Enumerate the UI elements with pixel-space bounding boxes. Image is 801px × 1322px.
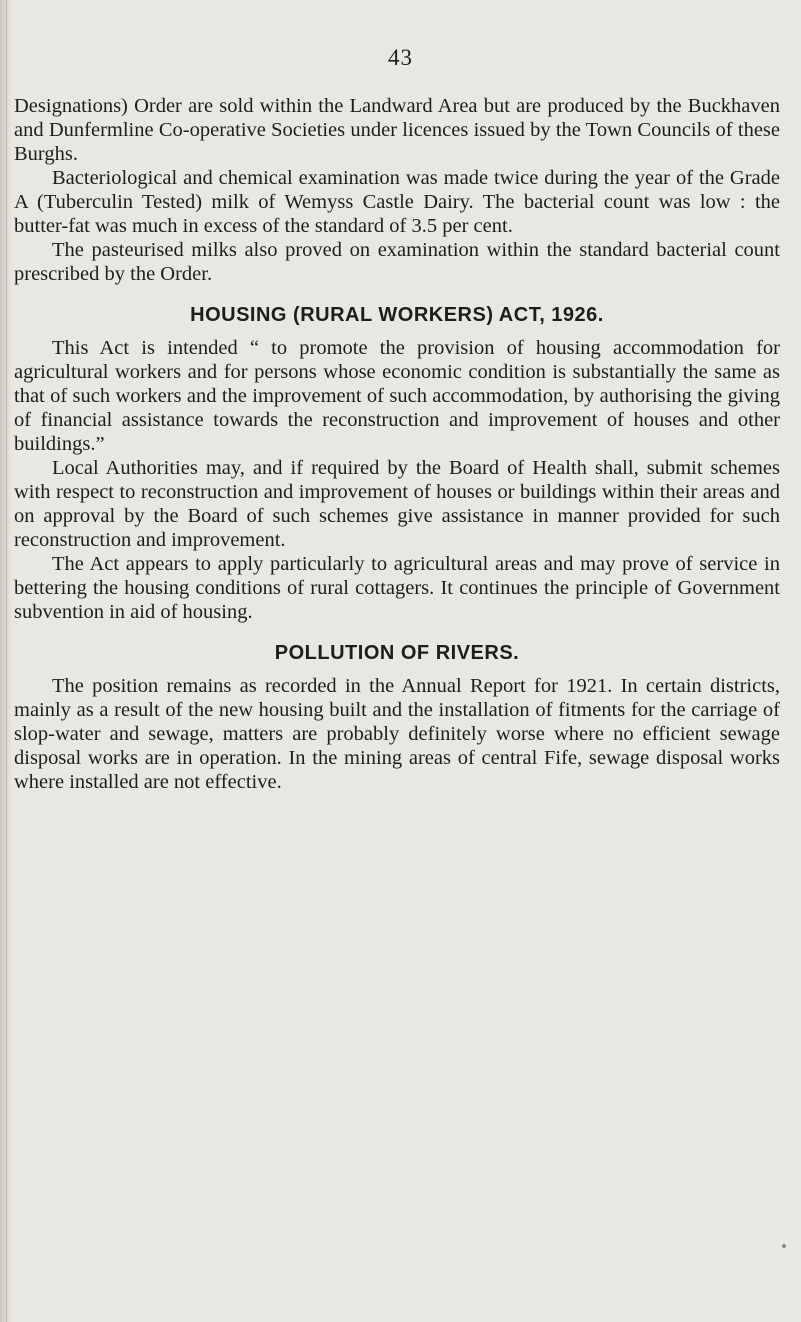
paragraph-act-intent: This Act is intended “ to promote the provision of housing accommodation for agricultural workers and for persons whose economic condition is substantially the same as that of such workers and the improvement of such accommodation, by authorising the giving of financial assistance towards the reconstruction and improvement of houses and other buildings.” [14,337,780,455]
document-body [14,94,780,794]
paragraph-local-authorities: Local Authorities may, and if required by the Board of Health shall, submit schemes with respect to reconstruction and improvement of houses or buildings within their areas and on approval by the Board of such schemes give assistance in manner provided for such reconstruction and improvement. [14,457,780,551]
paper-speck [782,1244,786,1248]
paragraph-pollution-position: The position remains as recorded in the Annual Report for 1921. In certain districts, mainly as a result of the new housing built and the installation of fitments for the carriage of slop-water and sewage, matters are probably definitely worse where no efficient sewage disposal works are in operation. In the mining areas of central Fife, sewage disposal works where installed are not effective. [14,675,780,793]
paragraph-pasteurised-milks: The pasteurised milks also proved on examination within the standard bacterial count prescribed by the Order. [14,239,780,285]
paragraph-act-agricultural-areas: The Act appears to apply particularly to agricultural areas and may prove of service in bettering the housing conditions of rural cottagers. It continues the principle of Government subvention in aid of housing. [14,553,780,623]
paragraph-bacteriological-examination: Bacteriological and chemical examination was made twice during the year of the Grade A (Tuberculin Tested) milk of Wemyss Castle Dairy. The bacterial count was low : the butter-fat was much in excess of the standard of 3.5 per cent. [14,167,780,237]
heading-housing-act: HOUSING (RURAL WORKERS) ACT, 1926. [190,304,604,326]
paragraph-milk-designations: Designations) Order are sold within the Landward Area but are produced by the Buckhaven and Dunfermline Co-operative Societies under licences issued by the Town Councils of these Burghs. [14,95,780,165]
heading-pollution-of-rivers: POLLUTION OF RIVERS. [274,642,520,664]
page-number: 43 [388,45,413,70]
binding-line [6,0,7,1322]
